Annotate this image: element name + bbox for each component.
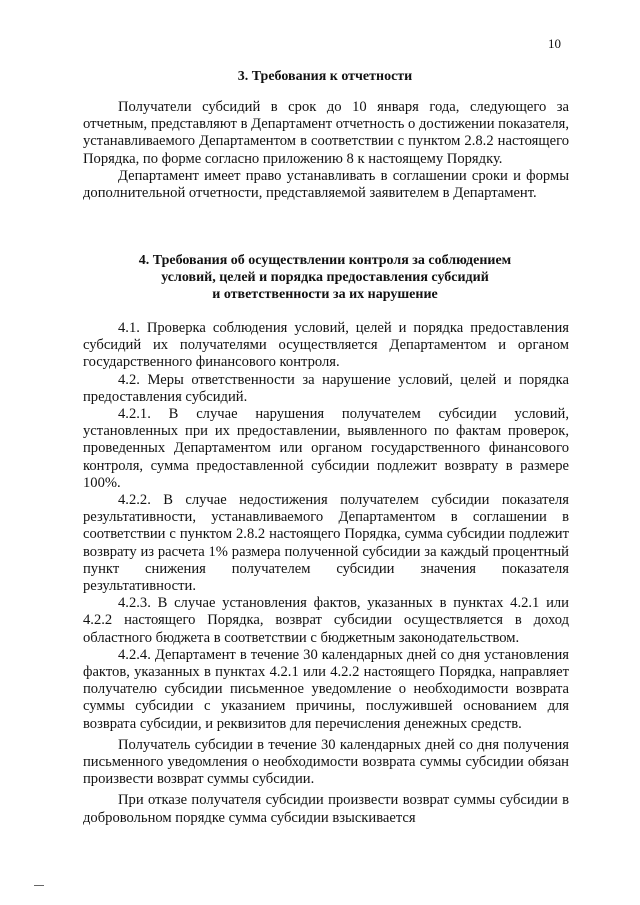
footer-mark [34,885,44,886]
paragraph: Получатели субсидий в срок до 10 января года, следующего за отчетным, представляют в Департамент отчетность о достижении показателя, устанавливаемого Департаментом в соответствии с пунктом 2.8.2 настоящего Порядка, по форме согласно приложению 8 к настоящему Порядку. [83,99,569,167]
section-4-title [80,252,570,303]
section-3-title: 3. Требования к отчетности [237,69,413,84]
section-4-title-line: условий, целей и порядка предоставления субсидий [161,270,489,285]
paragraph: Получатель субсидии в течение 30 календарных дней со дня получения письменного уведомления о необходимости возврата суммы субсидии обязан произвести возврат суммы субсидии. [83,736,569,788]
section-3-body [83,99,569,202]
paragraph: Департамент имеет право устанавливать в соглашении сроки и формы дополнительной отчетности, представляемой заявителем в Департамент. [83,167,569,202]
paragraph: 4.2.1. В случае нарушения получателем субсидии условий, установленных при их предоставлении, выявленного по фактам проверок, проведенных Департаментом или органом государственного финансового контроля, сумма предоставленной субсидии подлежит возврату в размере 100%. [83,406,569,491]
paragraph: 4.2.4. Департамент в течение 30 календарных дней со дня установления фактов, указанных в пунктах 4.2.1 или 4.2.2 настоящего Порядка, направляет получателю субсидии письменное уведомление о необходимости возврата суммы субсидии с указанием причины, послужившей основанием для возврата субсидии, и реквизитов для перечисления денежных средств. [83,646,569,732]
section-4-body [83,320,569,827]
paragraph: 4.2. Меры ответственности за нарушение условий, целей и порядка предоставления субсидий. [83,371,569,405]
paragraph: 4.1. Проверка соблюдения условий, целей и порядка предоставления субсидий их получателями осуществляется Департаментом и органом государственного финансового контроля. [83,320,569,371]
page-number: 10 [548,36,561,51]
paragraph: 4.2.2. В случае недостижения получателем субсидии показателя результативности, устанавливаемого Департаментом в соглашении в соответствии с пунктом 2.8.2 настоящего Порядка, сумма субсидии подлежит возврату из расчета 1% размера полученной субсидии за каждый процентный пункт снижения получателем субсидии значения показателя результативности. [83,492,569,595]
section-4-title-line: 4. Требования об осуществлении контроля за соблюдением [138,253,512,268]
section-4-title-line: и ответственности за их нарушение [212,287,438,302]
paragraph: 4.2.3. В случае установления фактов, указанных в пунктах 4.2.1 или 4.2.2 настоящего Порядка, возврат субсидии осуществляется в доход областного бюджета в соответствии с бюджетным законодательством. [83,595,569,646]
paragraph: При отказе получателя субсидии произвести возврат суммы субсидии в добровольном порядке сумма субсидии взыскивается [83,792,569,826]
